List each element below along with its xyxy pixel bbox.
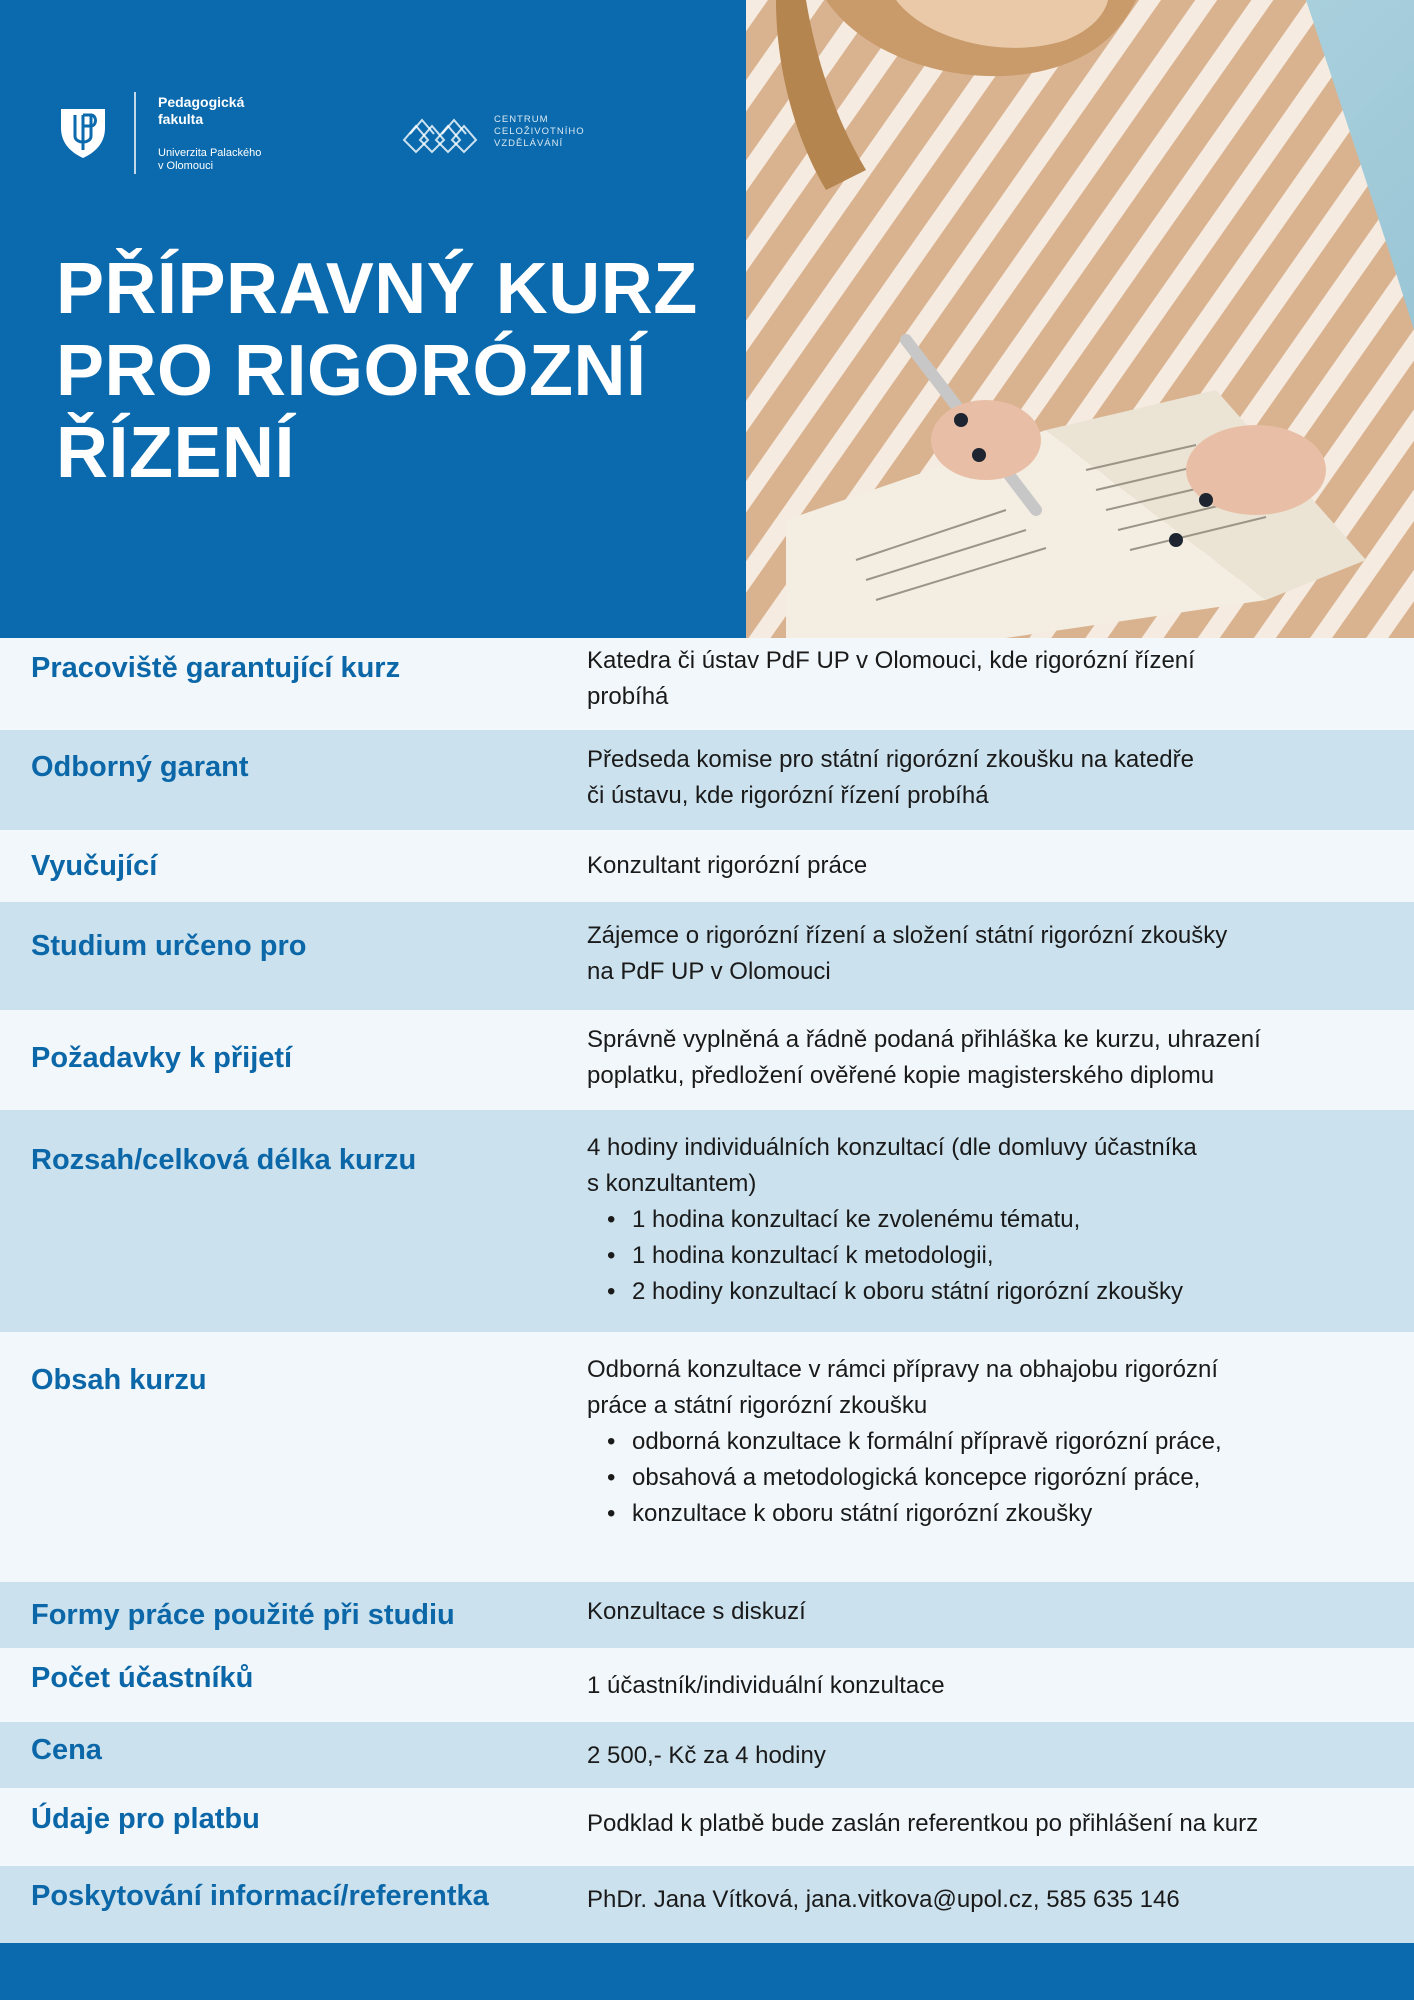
row-value: Odborná konzultace v rámci přípravy na obhajobu rigorózní práce a státní rigorózní zkoušku • odborná konzultace k formální přípravě rigorózní práce, • obsahová a metodologická koncepce rigorózní práce, • konzultace k oboru státní rigorózní zkoušky xyxy=(587,1352,1387,1532)
university-shield-icon xyxy=(58,106,108,160)
page-title: PŘÍPRAVNÝ KURZ PRO RIGORÓZNÍ ŘÍZENÍ xyxy=(56,249,698,493)
list-item: • 1 hodina konzultací k metodologii, xyxy=(587,1238,1387,1274)
table-row xyxy=(0,1110,1414,1332)
row-value: PhDr. Jana Vítková, jana.vitkova@upol.cz, 585 635 146 xyxy=(587,1886,1180,1913)
header-blue-panel xyxy=(0,0,746,638)
table-row xyxy=(0,1648,1414,1722)
table-row xyxy=(0,902,1414,1010)
row-label: Obsah kurzu xyxy=(31,1364,207,1396)
table-row xyxy=(0,830,1414,902)
list-item: • konzultace k oboru státní rigorózní zkoušky xyxy=(587,1496,1387,1532)
table-row xyxy=(0,1866,1414,1943)
list-item: • 1 hodina konzultací ke zvolenému tématu, xyxy=(587,1202,1387,1238)
logo-bar xyxy=(58,92,618,176)
table-row xyxy=(0,730,1414,830)
table-row xyxy=(0,1722,1414,1788)
row-value: 4 hodiny individuálních konzultací (dle domluvy účastníka s konzultantem) • 1 hodina konzultací ke zvolenému tématu, • 1 hodina konzultací k metodologii, • 2 hodiny konzultací k oboru státní rigorózní zkoušky xyxy=(587,1130,1387,1310)
header xyxy=(0,0,1414,638)
row-value: Zájemce o rigorózní řízení a složení státní rigorózní zkoušky na PdF UP v Olomouci xyxy=(587,922,1228,985)
table-row xyxy=(0,1788,1414,1866)
row-label: Požadavky k přijetí xyxy=(31,1042,293,1074)
row-label: Rozsah/celková délka kurzu xyxy=(31,1144,417,1176)
bullet-list xyxy=(587,1424,1387,1532)
row-label: Pracoviště garantující kurz xyxy=(31,652,401,684)
row-value: Konzultace s diskuzí xyxy=(587,1598,806,1625)
list-item: • odborná konzultace k formální přípravě rigorózní práce, xyxy=(587,1424,1387,1460)
logo-divider xyxy=(134,92,136,174)
row-label: Vyučující xyxy=(31,850,158,882)
university-name: Univerzita Palackého v Olomouci xyxy=(158,147,262,172)
ccv-logo-icon xyxy=(402,114,486,154)
row-value: Předseda komise pro státní rigorózní zkoušku na katedře či ústavu, kde rigorózní řízení probíhá xyxy=(587,746,1194,809)
row-value: Katedra či ústav PdF UP v Olomouci, kde rigorózní řízení probíhá xyxy=(587,647,1195,710)
row-label: Údaje pro platbu xyxy=(31,1803,260,1835)
row-value: Správně vyplněná a řádně podaná přihláška ke kurzu, uhrazení poplatku, předložení ověřené kopie magisterského diplomu xyxy=(587,1026,1261,1089)
table-row xyxy=(0,1582,1414,1648)
bullet-list xyxy=(587,1202,1387,1310)
row-label: Odborný garant xyxy=(31,751,249,783)
faculty-name: Pedagogická fakulta xyxy=(158,94,245,127)
row-label: Počet účastníků xyxy=(31,1662,254,1694)
table-row xyxy=(0,638,1414,730)
row-value: 2 500,- Kč za 4 hodiny xyxy=(587,1742,826,1769)
table-row xyxy=(0,1332,1414,1582)
list-item: • 2 hodiny konzultací k oboru státní rigorózní zkoušky xyxy=(587,1274,1387,1310)
ccv-name: CENTRUM CELOŽIVOTNÍHO VZDĚLÁVÁNÍ xyxy=(494,114,585,149)
row-label: Formy práce použité při studiu xyxy=(31,1599,455,1631)
row-label: Studium určeno pro xyxy=(31,930,307,962)
woman-writing-photo-illustration xyxy=(746,0,1414,638)
list-item: • obsahová a metodologická koncepce rigorózní práce, xyxy=(587,1460,1387,1496)
row-value: 1 účastník/individuální konzultace xyxy=(587,1672,945,1699)
footer-bar xyxy=(0,1943,1414,2000)
header-photo xyxy=(746,0,1414,638)
row-value: Podklad k platbě bude zaslán referentkou po přihlášení na kurz xyxy=(587,1810,1259,1837)
table-row xyxy=(0,1010,1414,1110)
row-label: Poskytování informací/referentka xyxy=(31,1880,489,1912)
row-label: Cena xyxy=(31,1734,102,1766)
row-value: Konzultant rigorózní práce xyxy=(587,852,868,879)
